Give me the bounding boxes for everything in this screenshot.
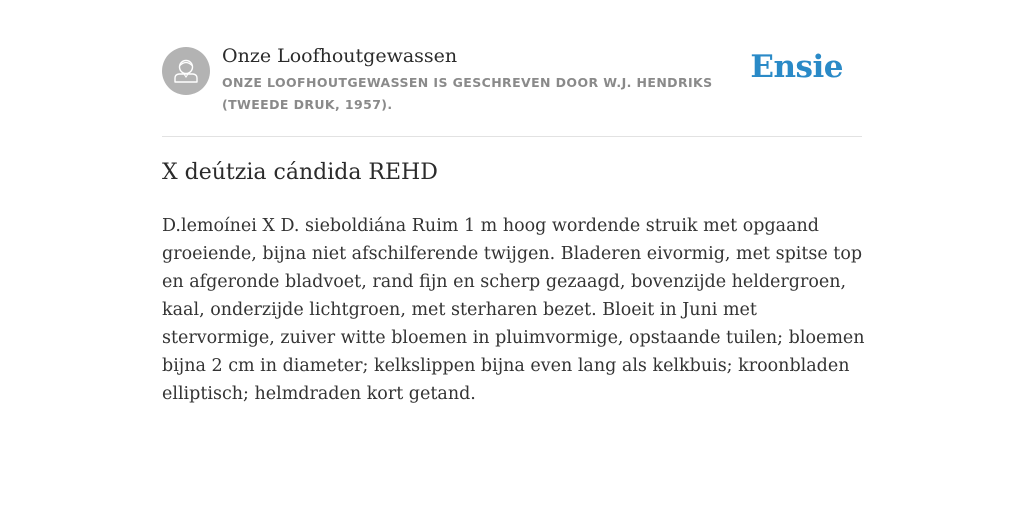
entry-body: D.lemoínei X D. sieboldiána Ruim 1 m hoog wordende struik met opgaand groeiende, bijna niet afschilferende twijgen. Bladeren eivormig, met spitse top en afgeronde bladvoet, rand fijn en scherp gezaagd, bovenzijde heldergroen, kaal, onderzijde lichtgroen, met sterharen bezet. Bloeit in Juni met stervormige, zuiver witte bloemen in pluimvormige, opstaande tuilen; bloemen bijna 2 cm in diameter; kelkslippen bijna even lang als kelkbuis; kroonbladen elliptisch; helmdraden kort getand. bbox=[162, 216, 865, 404]
avatar[interactable] bbox=[162, 47, 210, 95]
source-description: ONZE LOOFHOUTGEWASSEN IS GESCHREVEN DOOR W.J. HENDRIKS (TWEEDE DRUK, 1957). bbox=[222, 75, 713, 112]
entry-title: X deútzia cándida REHD bbox=[162, 160, 438, 185]
source-header bbox=[162, 44, 862, 137]
ensie-logo[interactable]: Ensie bbox=[750, 49, 843, 85]
source-title[interactable]: Onze Loofhoutgewassen bbox=[222, 45, 458, 67]
user-icon bbox=[162, 47, 210, 95]
